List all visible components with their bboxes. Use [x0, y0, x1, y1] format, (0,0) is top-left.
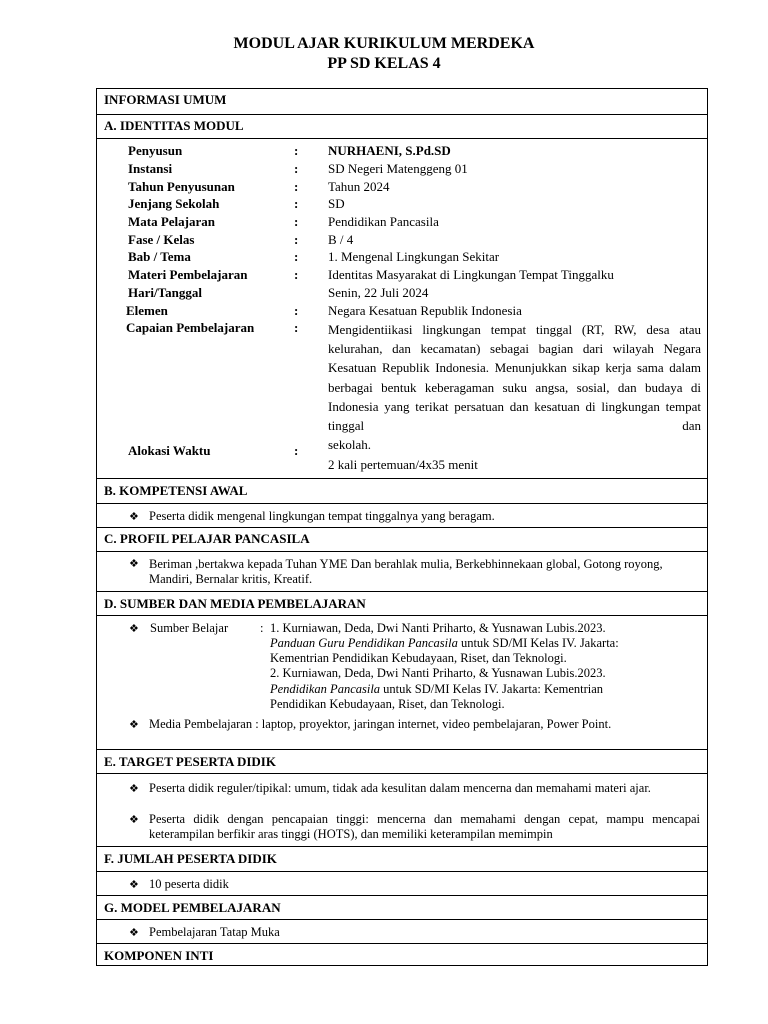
- identity-label: Instansi: [128, 161, 173, 176]
- identity-label: Alokasi Waktu: [128, 443, 211, 458]
- identity-value: 1. Mengenal Lingkungan Sekitar: [328, 249, 500, 264]
- list-item: Peserta didik reguler/tipikal: umum, tidak ada kesulitan dalam mencerna dan memahami materi ajar.: [149, 781, 651, 795]
- identity-colon: :: [294, 303, 299, 318]
- bullet-icon: ❖: [129, 783, 139, 795]
- reference-line: [270, 682, 603, 697]
- identity-value: Identitas Masyarakat di Lingkungan Tempat Tinggalku: [328, 267, 614, 282]
- reference-line: Kementrian Pendidikan Kebudayaan, Riset, dan Teknologi.: [270, 651, 567, 665]
- bullet-icon: ❖: [129, 927, 139, 939]
- capaian-pembelajaran-text: [328, 320, 701, 454]
- table-divider: [96, 138, 708, 139]
- jumlah-heading: F. JUMLAH PESERTA DIDIK: [104, 851, 277, 866]
- identity-colon: :: [294, 232, 299, 247]
- table-divider: [96, 895, 708, 896]
- capaian-main-text: Mengidentiikasi lingkungan tempat tinggal (RT, RW, desa atau kelurahan, dan kecamatan) sebagai bagian dari wilayah Negara Kesatuan Republik Indonesia. Menunjukkan sikap kerja sama dalam berbagai bentuk keberagaman suku angsa, sosial, dan budaya di Indonesia yang terikat persatuan dan kesatuan di lingkungan tempat tinggal dan: [328, 322, 701, 434]
- profil-heading: C. PROFIL PELAJAR PANCASILA: [104, 531, 310, 546]
- table-divider: [96, 846, 708, 847]
- identity-colon: :: [294, 214, 299, 229]
- identity-value: Senin, 22 Juli 2024: [328, 285, 429, 300]
- table-divider: [96, 591, 708, 592]
- identity-colon: :: [294, 179, 299, 194]
- capaian-last-line: sekolah.: [328, 437, 371, 453]
- table-divider: [96, 615, 708, 616]
- table-divider: [96, 871, 708, 872]
- identity-colon: :: [294, 249, 299, 264]
- identity-value: Tahun 2024: [328, 179, 390, 194]
- table-divider: [96, 478, 708, 479]
- reference-line: 1. Kurniawan, Deda, Dwi Nanti Priharto, & Yusnawan Lubis.2023.: [270, 621, 606, 635]
- media-pembelajaran: Media Pembelajaran : laptop, proyektor, jaringan internet, video pembelajaran, Power Point.: [149, 717, 612, 731]
- reference-rest: untuk SD/MI Kelas IV. Jakarta:: [457, 636, 619, 650]
- document-title: MODUL AJAR KURIKULUM MERDEKA: [233, 35, 535, 52]
- identity-label: Materi Pembelajaran: [128, 267, 248, 282]
- identity-value: NURHAENI, S.Pd.SD: [328, 143, 451, 158]
- table-divider: [96, 114, 708, 115]
- table-divider: [96, 773, 708, 774]
- bullet-icon: ❖: [129, 719, 139, 731]
- table-divider: [96, 919, 708, 920]
- identity-label: Penyusun: [128, 143, 183, 158]
- identity-label: Bab / Tema: [128, 249, 191, 264]
- identity-label: Elemen: [126, 303, 168, 318]
- identity-colon: :: [294, 320, 299, 335]
- table-divider: [96, 749, 708, 750]
- identitas-heading: A. IDENTITAS MODUL: [104, 118, 244, 133]
- target-heading: E. TARGET PESERTA DIDIK: [104, 754, 276, 769]
- list-item: Peserta didik mengenal lingkungan tempat tinggalnya yang beragam.: [149, 509, 495, 523]
- identity-label: Tahun Penyusunan: [128, 179, 235, 194]
- bullet-icon: ❖: [129, 558, 139, 570]
- table-divider: [96, 503, 708, 504]
- reference-rest: untuk SD/MI Kelas IV. Jakarta: Kementrian: [380, 682, 604, 696]
- identity-label: Jenjang Sekolah: [128, 196, 220, 211]
- identity-value: SD: [328, 196, 345, 211]
- identity-colon: :: [294, 143, 299, 158]
- identity-value: B / 4: [328, 232, 354, 247]
- identity-value: SD Negeri Matenggeng 01: [328, 161, 468, 176]
- table-divider: [96, 527, 708, 528]
- table-divider: [96, 943, 708, 944]
- identity-value: Pendidikan Pancasila: [328, 214, 439, 229]
- table-divider: [96, 551, 708, 552]
- identity-colon: :: [294, 196, 299, 211]
- identity-colon: :: [294, 161, 299, 176]
- identity-label: Capaian Pembelajaran: [126, 320, 255, 335]
- sumber-belajar-label: Sumber Belajar: [150, 621, 229, 635]
- reference-line: [270, 636, 619, 651]
- reference-title: Pendidikan Pancasila: [270, 682, 381, 696]
- model-heading: G. MODEL PEMBELAJARAN: [104, 900, 281, 915]
- identity-value: 2 kali pertemuan/4x35 menit: [328, 457, 478, 472]
- reference-line: Pendidikan Kebudayaan, Riset, dan Teknologi.: [270, 697, 505, 711]
- bullet-icon: ❖: [129, 879, 139, 891]
- bullet-icon: ❖: [129, 623, 139, 635]
- list-item: Peserta didik dengan pencapaian tinggi: mencerna dan memahami dengan cepat, mampu mencapai keterampilan berfikir aras tinggi (HOTS), dan memiliki keterampilan memimpin: [149, 812, 700, 841]
- reference-line: 2. Kurniawan, Deda, Dwi Nanti Priharto, & Yusnawan Lubis.2023.: [270, 666, 606, 680]
- informasi-umum-heading: INFORMASI UMUM: [104, 92, 227, 107]
- identity-label: Mata Pelajaran: [128, 214, 216, 229]
- list-item: Pembelajaran Tatap Muka: [149, 925, 280, 939]
- document-subtitle: PP SD KELAS 4: [327, 55, 441, 72]
- bullet-icon: ❖: [129, 814, 139, 826]
- sumber-heading: D. SUMBER DAN MEDIA PEMBELAJARAN: [104, 596, 366, 611]
- identity-label: Fase / Kelas: [128, 232, 195, 247]
- list-item: 10 peserta didik: [149, 877, 229, 891]
- komponen-inti-heading: KOMPONEN INTI: [104, 948, 214, 963]
- kompetensi-awal-heading: B. KOMPETENSI AWAL: [104, 483, 248, 498]
- reference-title: Panduan Guru Pendidikan Pancasila: [270, 636, 458, 650]
- identity-colon: :: [294, 443, 299, 458]
- list-item: Beriman ,bertakwa kepada Tuhan YME Dan berahlak mulia, Berkebhinnekaan global, Gotong royong, Mandiri, Bernalar kritis, Kreatif.: [149, 557, 663, 586]
- sumber-colon: :: [260, 621, 264, 635]
- bullet-icon: ❖: [129, 511, 139, 523]
- identity-value: Negara Kesatuan Republik Indonesia: [328, 303, 522, 318]
- identity-colon: :: [294, 267, 299, 282]
- identity-label: Hari/Tanggal: [128, 285, 202, 300]
